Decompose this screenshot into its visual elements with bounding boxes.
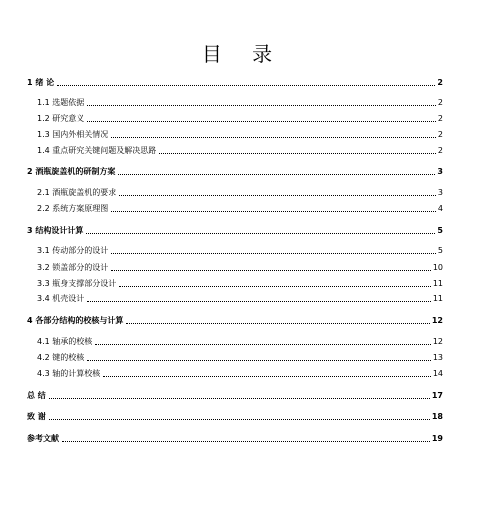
dot-leader xyxy=(111,136,436,138)
toc-page-number: 2 xyxy=(437,114,443,123)
toc-entry-label: 4.3 轴的计算校核 xyxy=(37,369,101,378)
toc-section-entry[interactable] xyxy=(37,186,443,198)
toc-section-entry[interactable] xyxy=(37,367,443,379)
toc-entry-label: 1.2 研究意义 xyxy=(37,114,85,123)
toc-page-number: 13 xyxy=(432,353,443,362)
toc-page-number: 18 xyxy=(431,412,443,421)
toc-entry-label: 2.2 系统方案原理图 xyxy=(37,204,109,213)
toc-page-number: 10 xyxy=(432,263,443,272)
dot-leader xyxy=(95,343,431,345)
toc-entry-label: 3.1 传动部分的设计 xyxy=(37,246,109,255)
toc-section-entry[interactable] xyxy=(37,335,443,347)
dot-leader xyxy=(87,104,436,106)
toc-page-number: 2 xyxy=(437,130,443,139)
toc-entry-label: 4.1 轴承的校核 xyxy=(37,337,93,346)
toc-section-entry[interactable] xyxy=(37,144,443,156)
toc-entry-label: 1.3 国内外相关情况 xyxy=(37,130,109,139)
dot-leader xyxy=(57,84,435,86)
toc-entry-label: 1.4 重点研究关键问题及解决思路 xyxy=(37,146,157,155)
dot-leader xyxy=(49,397,430,399)
toc-section-entry[interactable] xyxy=(37,277,443,289)
toc-page-number: 5 xyxy=(437,246,443,255)
toc-page-number: 5 xyxy=(437,226,443,235)
dot-leader xyxy=(159,152,436,154)
toc-section-entry[interactable] xyxy=(37,261,443,273)
toc-page-number: 14 xyxy=(432,369,443,378)
toc-entry-label: 致 谢 xyxy=(27,412,46,421)
toc-entry-label: 1 绪 论 xyxy=(27,78,55,87)
dot-leader xyxy=(87,300,431,302)
toc-entry-label: 3 结构设计计算 xyxy=(27,226,84,235)
dot-leader xyxy=(62,440,430,442)
toc-entry-label: 4 各部分结构的校核与计算 xyxy=(27,316,124,325)
dot-leader xyxy=(119,194,436,196)
dot-leader xyxy=(103,375,431,377)
toc-chapter-entry[interactable] xyxy=(27,389,443,401)
toc-page-number: 2 xyxy=(437,78,443,87)
toc-chapter-entry[interactable] xyxy=(27,76,443,88)
toc-section-entry[interactable] xyxy=(37,202,443,214)
dot-leader xyxy=(87,120,436,122)
toc-page-number: 19 xyxy=(431,434,443,443)
toc-page-number: 3 xyxy=(437,188,443,197)
toc-chapter-entry[interactable] xyxy=(27,165,443,177)
toc-section-entry[interactable] xyxy=(37,96,443,108)
dot-leader xyxy=(119,285,431,287)
toc-chapter-entry[interactable] xyxy=(27,432,443,444)
toc-entry-label: 3.4 机壳设计 xyxy=(37,294,85,303)
toc-entry-label: 2 酒瓶旋盖机的研制方案 xyxy=(27,167,116,176)
toc-section-entry[interactable] xyxy=(37,351,443,363)
toc-page-number: 2 xyxy=(437,146,443,155)
dot-leader xyxy=(49,418,430,420)
toc-entry-label: 4.2 键的校核 xyxy=(37,353,85,362)
toc-page-number: 12 xyxy=(432,337,443,346)
dot-leader xyxy=(111,252,436,254)
toc-section-entry[interactable] xyxy=(37,128,443,140)
dot-leader xyxy=(111,269,431,271)
dot-leader xyxy=(87,359,431,361)
toc-chapter-entry[interactable] xyxy=(27,314,443,326)
toc-page-number: 11 xyxy=(432,279,443,288)
toc-entry-label: 1.1 选题依据 xyxy=(37,98,85,107)
toc-section-entry[interactable] xyxy=(37,244,443,256)
page-title: 目 录 xyxy=(201,42,285,66)
toc-entry-label: 2.1 酒瓶旋盖机的要求 xyxy=(37,188,117,197)
toc-chapter-entry[interactable] xyxy=(27,224,443,236)
toc-page-number: 2 xyxy=(437,98,443,107)
dot-leader xyxy=(86,232,435,234)
toc-chapter-entry[interactable] xyxy=(27,410,443,422)
dot-leader xyxy=(118,173,435,175)
toc-page-number: 17 xyxy=(431,391,443,400)
toc-entry-label: 参考文献 xyxy=(27,434,59,443)
toc-page-number: 11 xyxy=(432,294,443,303)
toc-page-number: 3 xyxy=(437,167,443,176)
toc-section-entry[interactable] xyxy=(37,292,443,304)
toc-entry-label: 3.3 瓶身支撑部分设计 xyxy=(37,279,117,288)
toc-entry-label: 3.2 锁盖部分的设计 xyxy=(37,263,109,272)
toc-entry-label: 总 结 xyxy=(27,391,46,400)
dot-leader xyxy=(111,210,436,212)
toc-page-number: 12 xyxy=(431,316,443,325)
toc-page-number: 4 xyxy=(437,204,443,213)
toc-section-entry[interactable] xyxy=(37,112,443,124)
dot-leader xyxy=(126,322,430,324)
